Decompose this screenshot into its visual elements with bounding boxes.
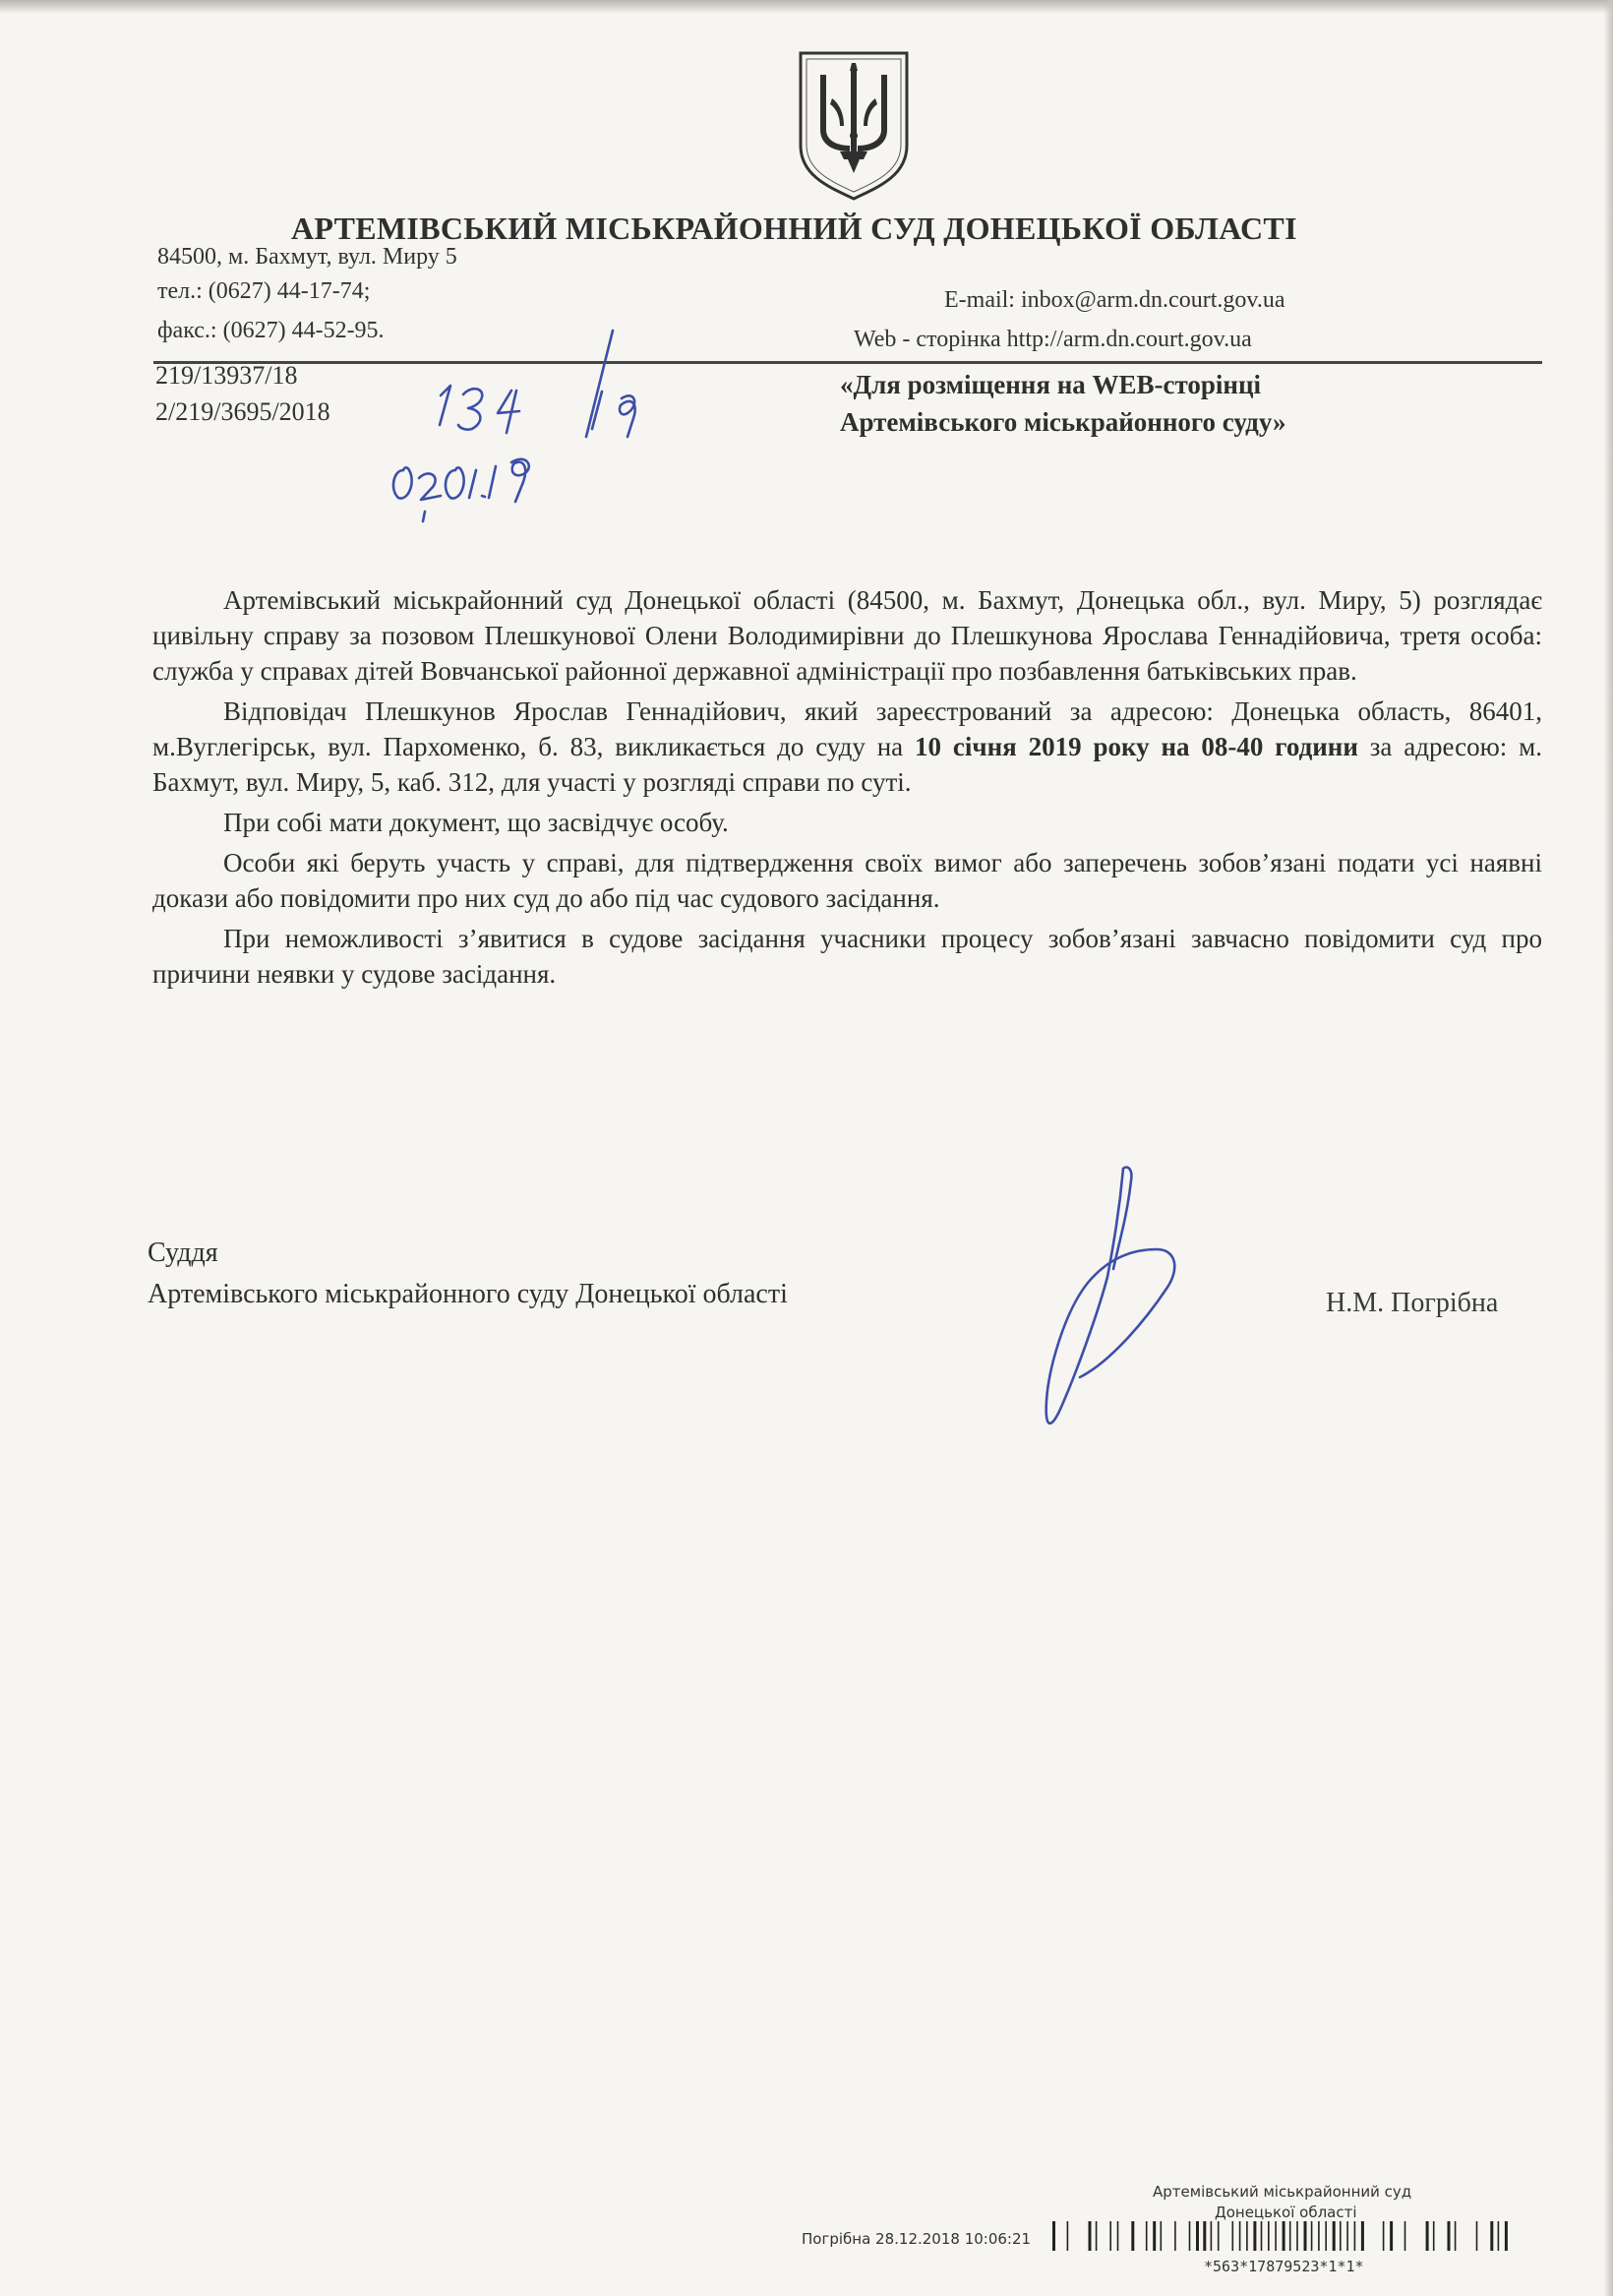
barcode-bar: [1232, 2221, 1234, 2251]
stamp-datetime: Погрібна 28.12.2018 10:06:21: [802, 2230, 1032, 2248]
web-publication-note: [840, 366, 1286, 441]
barcode-bar: [1498, 2221, 1500, 2251]
judge-name: Н.М. Погрібна: [1326, 1288, 1499, 1318]
barcode-bar: [1318, 2221, 1320, 2251]
court-fax: факс.: (0627) 44-52-95.: [157, 318, 385, 343]
judge-signature: [1046, 1169, 1175, 1423]
judge-title: Суддя: [148, 1238, 218, 1268]
case-number: 219/13937/18: [155, 361, 298, 390]
handwritten-registration-date: [393, 459, 529, 521]
barcode-bar: [1117, 2221, 1119, 2251]
barcode-bar: [1311, 2221, 1313, 2251]
barcode-bar: [1289, 2221, 1291, 2251]
barcode-bar: [1189, 2221, 1191, 2251]
barcode-bar: [1153, 2221, 1156, 2251]
barcode-bar: [1361, 2221, 1364, 2251]
barcode-bar: [1275, 2221, 1277, 2251]
proceeding-number: 2/219/3695/2018: [155, 397, 330, 426]
barcode-bar: [1109, 2221, 1111, 2251]
barcode-bar: [1448, 2221, 1451, 2251]
barcode-bar: [1333, 2221, 1336, 2251]
court-address: 84500, м. Бахмут, вул. Миру 5: [157, 244, 457, 270]
barcode-bar: [1253, 2221, 1256, 2251]
barcode-bar: [1354, 2221, 1356, 2251]
barcode-bar: [1346, 2221, 1348, 2251]
barcode-bar: [1490, 2221, 1493, 2251]
barcode-bar: [1096, 2221, 1098, 2251]
body-paragraph-5: При неможливості з’явитися в судове засідання учасники процесу зобов’язані завчасно повідомити суд про причини неявки у судове засідання.: [152, 924, 1542, 989]
barcode-bar: [1131, 2221, 1134, 2251]
stamp-court-line-2: Донецької області: [1215, 2204, 1357, 2221]
barcode-bar: [1505, 2221, 1508, 2251]
scan-edge-shadow: [0, 0, 1613, 14]
barcode-bar: [1196, 2221, 1199, 2251]
court-phone: тел.: (0627) 44-17-74;: [157, 278, 371, 304]
barcode-bar: [1426, 2221, 1429, 2251]
web-note-line-2: Артемівського міськрайонного суду»: [840, 407, 1286, 437]
body-paragraph-1: Артемівський міськрайонний суд Донецької області (84500, м. Бахмут, Донецька обл., вул. Миру, 5) розглядає цивільну справу за позовом Плешкунової Олени Володимирівни до Плешкунова Ярослава Геннадійовича, третя особа: служба у справах дітей Вовчанської районної державної адміністрації про позбавлення батьківських прав.: [152, 585, 1542, 686]
barcode-bar: [1404, 2221, 1406, 2251]
barcode-bar: [1433, 2221, 1435, 2251]
barcode-bar: [1067, 2221, 1069, 2251]
barcode-bar: [1268, 2221, 1270, 2251]
barcode-bar: [1174, 2221, 1176, 2251]
barcode-bar: [1476, 2221, 1478, 2251]
stamp-court-line-1: Артемівський міськрайонний суд: [1153, 2183, 1412, 2201]
barcode-bar: [1239, 2221, 1241, 2251]
barcode-bar: [1383, 2221, 1385, 2251]
court-title: АРТЕМІВСЬКИЙ МІСЬКРАЙОННИЙ СУД ДОНЕЦЬКОЇ ОБЛАСТІ: [291, 211, 1297, 246]
judge-court: Артемівського міськрайонного суду Донецької області: [148, 1279, 788, 1309]
barcode-bar: [1218, 2221, 1220, 2251]
barcode-bar: [1203, 2221, 1206, 2251]
header-divider: [153, 361, 1542, 364]
body-paragraph-2-start: Відповідач Плешкунов Ярослав Геннадійович, який зареєстрований за адресою: Донецька область, 86401, м.Вуглегірськ, вул. Пархоменко, б. 83, викликається до суду на: [152, 696, 1542, 761]
barcode-bar: [1161, 2221, 1163, 2251]
body-paragraph-4: Особи які беруть участь у справі, для підтвердження своїх вимог або заперечень зобов’язані подати усі наявні докази або повідомити про них суд до або під час судового засідання.: [152, 848, 1542, 913]
stamp-barcode-code: *563*17879523*1*1*: [1204, 2258, 1364, 2275]
barcode-bar: [1261, 2221, 1263, 2251]
barcode-bar: [1052, 2221, 1055, 2251]
web-note-line-1: «Для розміщення на WEB-сторінці: [840, 370, 1262, 399]
handwritten-registration-number: [440, 331, 635, 437]
barcode-bar: [1325, 2221, 1327, 2251]
barcode-bar: [1340, 2221, 1342, 2251]
barcode-icon: [1052, 2221, 1534, 2257]
barcode-bar: [1296, 2221, 1298, 2251]
court-website: Web - сторінка http://arm.dn.court.gov.ua: [854, 327, 1252, 352]
body-paragraph-3: При собі мати документ, що засвідчує особу.: [223, 808, 729, 837]
body-paragraph-2-end: за адресою: м. Бахмут, вул. Миру, 5, каб. 312, для участі у розгляді справи по суті.: [152, 732, 1542, 797]
barcode-bar: [1390, 2221, 1393, 2251]
barcode-bar: [1146, 2221, 1148, 2251]
scan-edge-shadow-right: [1603, 0, 1613, 2296]
barcode-bar: [1304, 2221, 1307, 2251]
barcode-bar: [1211, 2221, 1213, 2251]
court-email: E-mail: inbox@arm.dn.court.gov.ua: [944, 287, 1285, 313]
body-paragraph-2: [152, 694, 1542, 800]
barcode-bar: [1283, 2221, 1285, 2251]
letter-body: [152, 582, 1542, 997]
barcode-bar: [1246, 2221, 1248, 2251]
barcode-bar: [1089, 2221, 1092, 2251]
coat-of-arms-icon: [795, 49, 913, 202]
hearing-date-time: 10 січня 2019 року на 08-40 години: [915, 732, 1358, 761]
barcode-bar: [1455, 2221, 1457, 2251]
